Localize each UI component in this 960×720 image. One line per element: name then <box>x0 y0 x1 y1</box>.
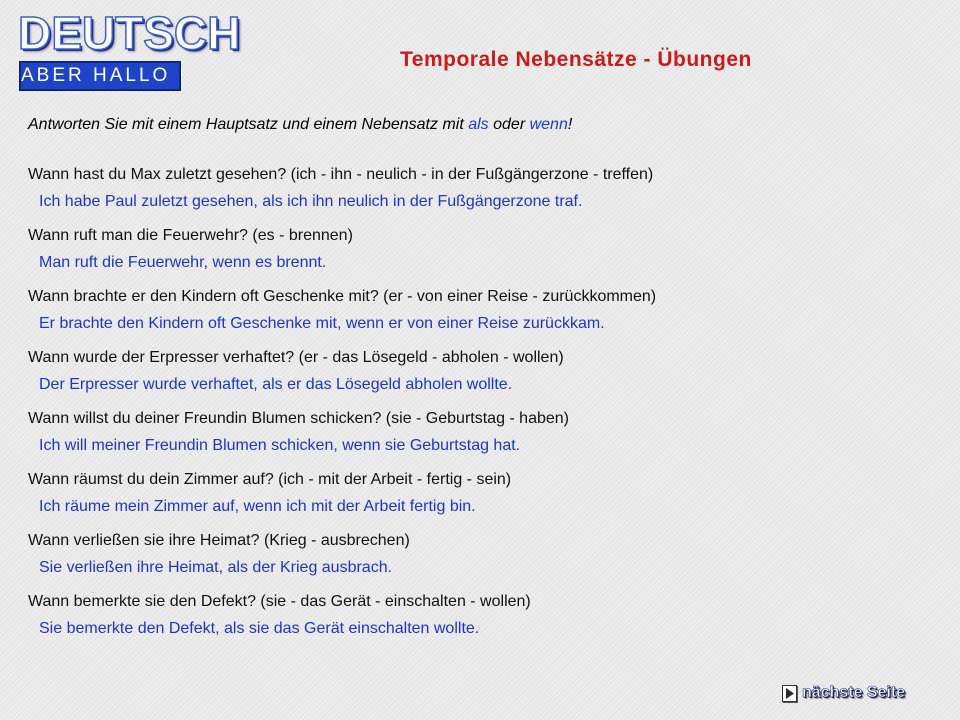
exercise-item <box>28 286 928 347</box>
instruction-middle: oder <box>488 116 530 133</box>
next-page-button[interactable] <box>782 684 905 702</box>
exercise-question: Wann willst du deiner Freundin Blumen schicken? (sie - Geburtstag - haben) <box>28 410 569 427</box>
exercise-item <box>28 347 928 408</box>
play-triangle-icon[interactable] <box>782 685 797 702</box>
exercise-answer: Ich räume mein Zimmer auf, wenn ich mit der Arbeit fertig bin. <box>39 498 476 515</box>
next-page-label[interactable]: nächste Seite <box>802 684 906 701</box>
exercise-item <box>28 225 928 286</box>
exercise-answer: Sie verließen ihre Heimat, als der Krieg ausbrach. <box>39 559 393 576</box>
instruction-text <box>28 116 572 134</box>
instruction-prefix: Antworten Sie mit einem Hauptsatz und einem Nebensatz mit <box>28 116 469 133</box>
exercise-item <box>28 591 928 652</box>
exercise-item <box>28 408 928 469</box>
exercise-question: Wann brachte er den Kindern oft Geschenke mit? (er - von einer Reise - zurückkommen) <box>28 288 657 305</box>
keyword-als: als <box>468 116 489 133</box>
exercise-question: Wann verließen sie ihre Heimat? (Krieg - ausbrechen) <box>28 532 410 549</box>
logo-word: DEUTSCH <box>18 7 241 59</box>
exercise-question: Wann räumst du dein Zimmer auf? (ich - mit der Arbeit - fertig - sein) <box>28 471 512 488</box>
exercise-question: Wann ruft man die Feuerwehr? (es - brennen) <box>28 227 353 244</box>
exercise-answer: Man ruft die Feuerwehr, wenn es brennt. <box>39 254 327 271</box>
exercise-answer: Der Erpresser wurde verhaftet, als er das Lösegeld abholen wollte. <box>39 376 513 393</box>
exercise-item <box>28 164 928 225</box>
exercise-item <box>28 530 928 591</box>
exercise-answer: Ich will meiner Freundin Blumen schicken, wenn sie Geburtstag hat. <box>39 437 521 454</box>
logo-tagline: ABER HALLO ! <box>20 62 180 90</box>
exercise-answer: Er brachte den Kindern oft Geschenke mit, wenn er von einer Reise zurückkam. <box>39 315 605 332</box>
exercise-question: Wann hast du Max zuletzt gesehen? (ich - ihn - neulich - in der Fußgängerzone - treffen) <box>28 166 654 183</box>
instruction-suffix: ! <box>567 116 573 133</box>
keyword-wenn: wenn <box>529 116 568 133</box>
exercise-question: Wann wurde der Erpresser verhaftet? (er - das Lösegeld - abholen - wollen) <box>28 349 564 366</box>
exercise-item <box>28 469 928 530</box>
exercise-question: Wann bemerkte sie den Defekt? (sie - das Gerät - einschalten - wollen) <box>28 593 531 610</box>
deutsch-logo <box>18 7 241 86</box>
page-title: Temporale Nebensätze - Übungen <box>400 48 752 71</box>
exercise-answer: Sie bemerkte den Defekt, als sie das Gerät einschalten wollte. <box>39 620 480 637</box>
exercise-list <box>28 164 928 652</box>
exercise-answer: Ich habe Paul zuletzt gesehen, als ich ihn neulich in der Fußgängerzone traf. <box>39 193 583 210</box>
